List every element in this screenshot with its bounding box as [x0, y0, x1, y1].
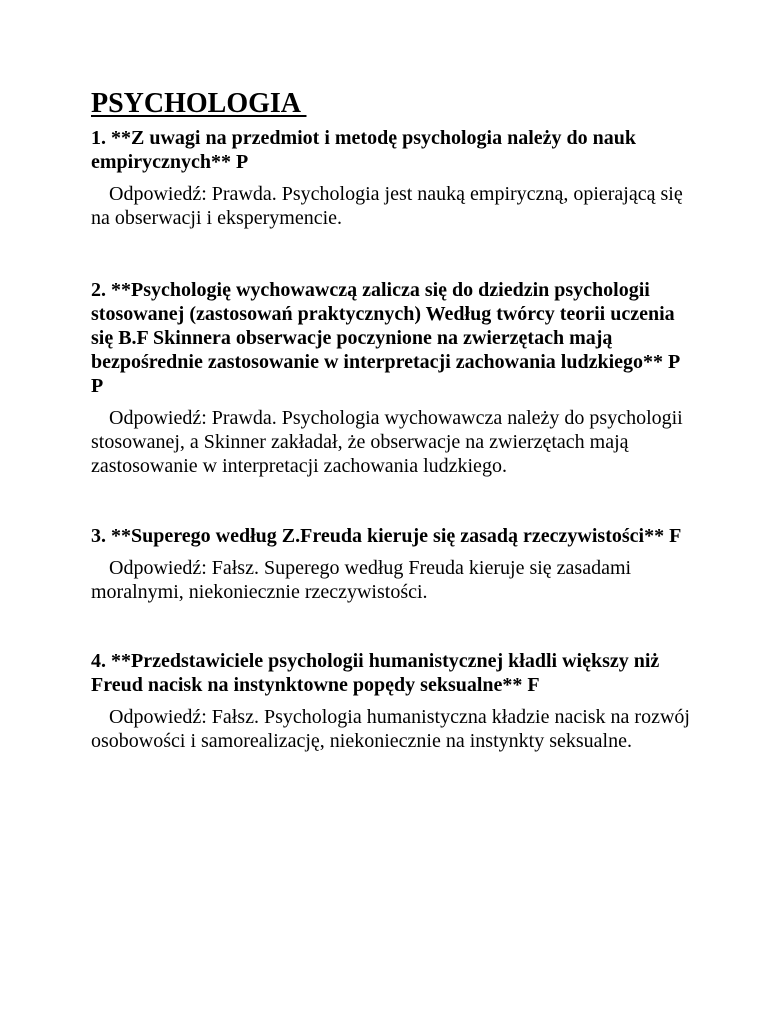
document-page [91, 86, 691, 799]
question-text-2: 2. **Psychologię wychowawczą zalicza się do dziedzin psychologii stosowanej (zastosowań praktycznych) Według twórcy teorii uczenia się B.F Skinnera obserwacje poczynione na zwierzętach mają bezpośrednie zastosowanie w interpretacji zachowania ludzkiego** P P [91, 279, 680, 397]
answer-text-2: Odpowiedź: Prawda. Psychologia wychowawcza należy do psychologii stosowanej, a Skinner zakładał, że obserwacje na zwierzętach mają zastosowanie w interpretacji zachowania ludzkiego. [91, 407, 683, 477]
document-title: PSYCHOLOGIA [91, 88, 307, 119]
answer-text-4: Odpowiedź: Fałsz. Psychologia humanistyczna kładzie nacisk na rozwój osobowości i samorealizację, niekoniecznie na instynkty seksualne. [91, 706, 690, 752]
question-block-3 [91, 524, 691, 604]
question-text-4: 4. **Przedstawiciele psychologii humanistycznej kładli większy niż Freud nacisk na instynktowne popędy seksualne** F [91, 650, 660, 696]
question-block-4 [91, 649, 691, 753]
answer-text-3: Odpowiedź: Fałsz. Superego według Freuda kieruje się zasadami moralnymi, niekoniecznie rzeczywistości. [91, 557, 632, 603]
answer-text-1: Odpowiedź: Prawda. Psychologia jest nauką empiryczną, opierającą się na obserwacji i eksperymencie. [91, 183, 683, 229]
question-text-1: 1. **Z uwagi na przedmiot i metodę psychologia należy do nauk empirycznych** P [91, 127, 637, 173]
question-text-3: 3. **Superego według Z.Freuda kieruje się zasadą rzeczywistości** F [91, 525, 682, 547]
question-block-1 [91, 126, 691, 230]
question-block-2 [91, 278, 691, 478]
